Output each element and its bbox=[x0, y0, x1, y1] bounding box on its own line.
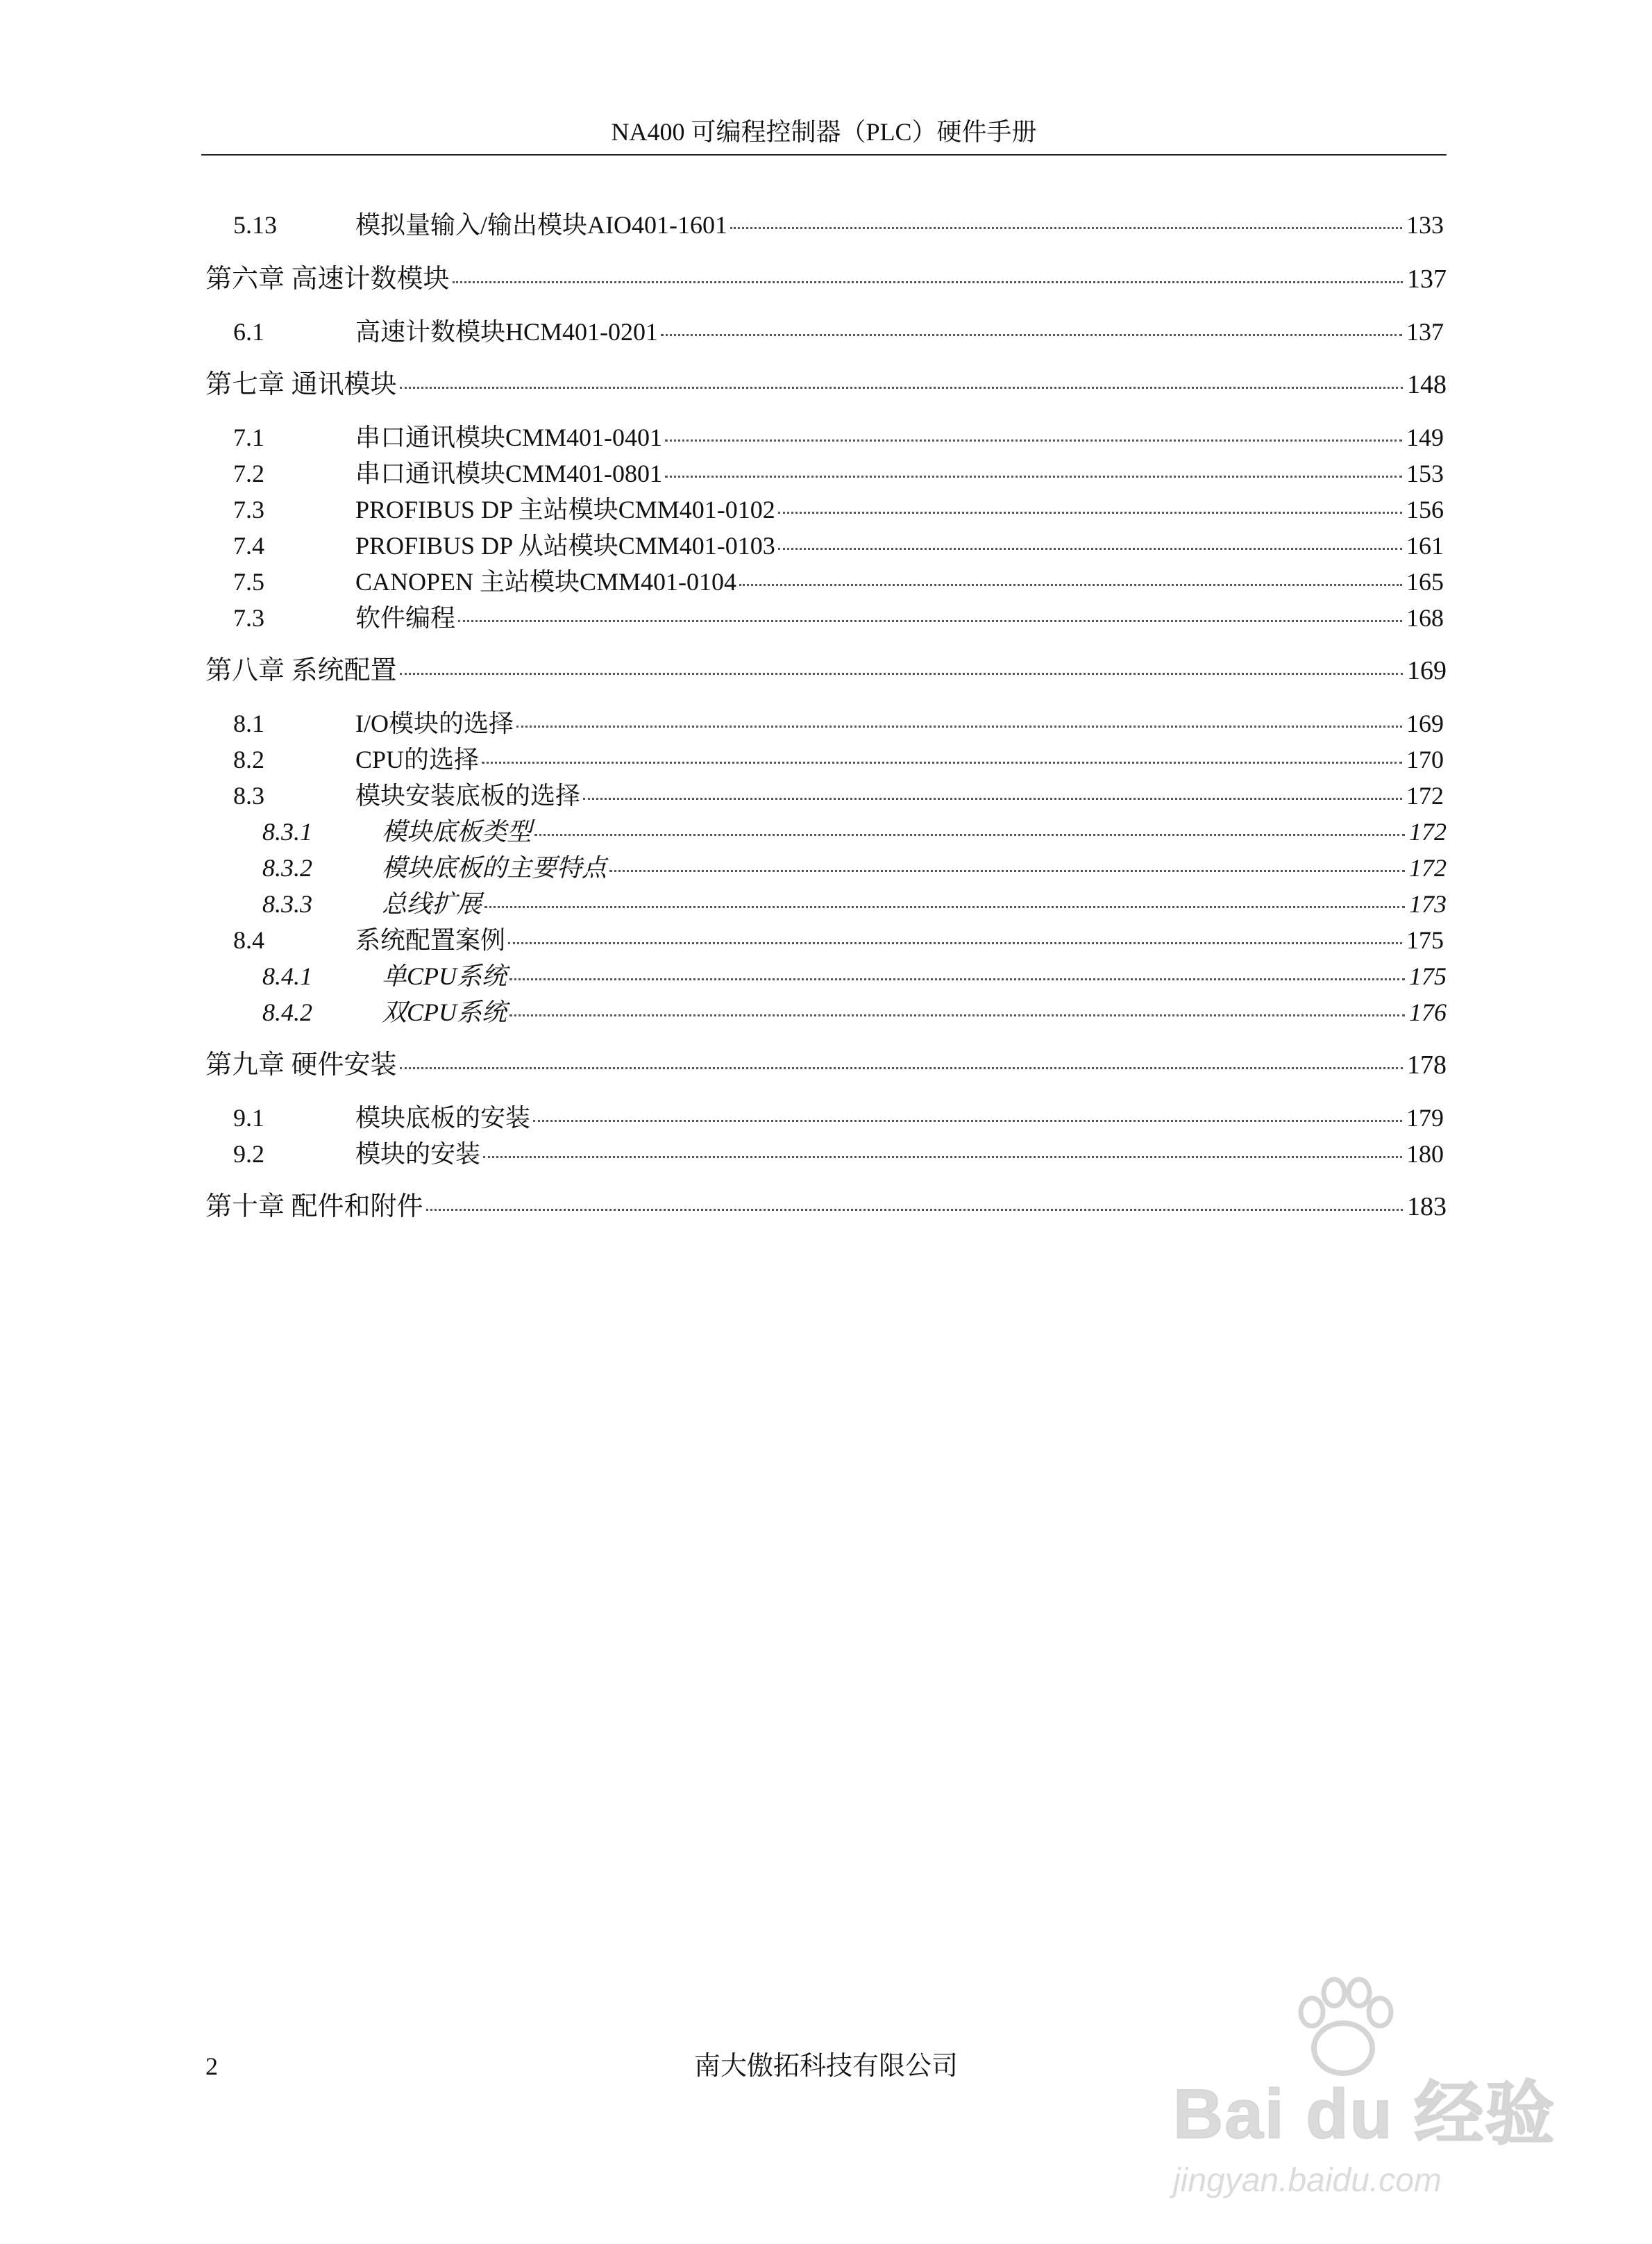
toc-entry-title: 系统配置案例 bbox=[355, 926, 506, 954]
toc-chapter-page: 178 bbox=[1407, 1050, 1447, 1080]
watermark-url: jingyan.baidu.com bbox=[1173, 2162, 1442, 2199]
toc-chapter-page: 169 bbox=[1407, 656, 1447, 685]
toc-chapter[interactable] bbox=[205, 653, 1447, 689]
toc-entry-page: 173 bbox=[1409, 890, 1447, 918]
page-header: NA400 可编程控制器（PLC）硬件手册 bbox=[611, 118, 1037, 146]
toc-entry-page: 165 bbox=[1406, 568, 1444, 596]
toc-entry-page: 172 bbox=[1406, 782, 1444, 810]
toc-leader-dots bbox=[483, 1156, 1402, 1158]
toc-entry-number: 7.3 bbox=[233, 496, 264, 524]
toc-leader-dots bbox=[609, 870, 1405, 872]
toc-entry-page: 172 bbox=[1409, 818, 1447, 846]
toc-leader-dots bbox=[533, 1120, 1402, 1122]
toc-entry-number: 9.1 bbox=[233, 1104, 264, 1132]
toc-entry-title: 模块安装底板的选择 bbox=[355, 782, 581, 810]
toc-leader-dots bbox=[458, 620, 1402, 622]
toc-entry-number: 7.1 bbox=[233, 424, 264, 451]
toc-entry-number: 8.3 bbox=[233, 782, 264, 810]
toc-leader-dots bbox=[509, 1014, 1405, 1016]
toc-entry-number: 8.3.1 bbox=[262, 818, 312, 846]
toc-entry-title: CANOPEN 主站模块CMM401-0104 bbox=[355, 568, 737, 596]
toc-leader-dots bbox=[778, 548, 1402, 550]
toc-entry-title: 高速计数模块HCM401-0201 bbox=[355, 318, 659, 346]
toc-entry-title: 模拟量输入/输出模块AIO401-1601 bbox=[355, 211, 727, 239]
toc-entry-number: 8.3.2 bbox=[262, 854, 312, 882]
toc-chapter[interactable] bbox=[205, 1189, 1447, 1225]
toc-subentry[interactable] bbox=[262, 994, 1447, 1030]
toc-subentry[interactable] bbox=[262, 958, 1447, 994]
toc-entry[interactable] bbox=[233, 600, 1444, 636]
toc-entry[interactable] bbox=[233, 1100, 1444, 1136]
toc-entry-number: 8.4 bbox=[233, 926, 264, 954]
toc-entry[interactable] bbox=[233, 419, 1444, 455]
toc-entry-page: 137 bbox=[1406, 318, 1444, 346]
toc-leader-dots bbox=[509, 978, 1405, 980]
toc-entry[interactable] bbox=[233, 922, 1444, 958]
toc-leader-dots bbox=[665, 439, 1402, 442]
toc-subentry[interactable] bbox=[262, 850, 1447, 886]
toc-leader-dots bbox=[484, 906, 1405, 908]
toc-entry-title: 模块底板的安装 bbox=[355, 1104, 531, 1132]
toc-chapter[interactable] bbox=[205, 1047, 1447, 1083]
toc-chapter-page: 183 bbox=[1407, 1192, 1447, 1221]
toc-entry-page: 133 bbox=[1406, 211, 1444, 239]
toc-entry-page: 168 bbox=[1406, 604, 1444, 632]
toc-entry-number: 8.1 bbox=[233, 710, 264, 737]
toc-entry-page: 153 bbox=[1406, 460, 1444, 487]
toc-entry-page: 149 bbox=[1406, 424, 1444, 451]
toc-entry[interactable] bbox=[233, 1136, 1444, 1172]
toc-entry-number: 8.2 bbox=[233, 746, 264, 773]
footer-page-number: 2 bbox=[205, 2052, 218, 2080]
toc-leader-dots bbox=[778, 512, 1402, 514]
toc-leader-dots bbox=[508, 942, 1402, 944]
toc-entry[interactable] bbox=[233, 564, 1444, 600]
toc-entry-title: 单CPU系统 bbox=[382, 962, 507, 990]
toc-entry-title: 串口通讯模块CMM401-0401 bbox=[355, 424, 663, 451]
toc-chapter-title: 第八章 系统配置 bbox=[205, 656, 397, 685]
toc-entry-page: 179 bbox=[1406, 1104, 1444, 1132]
toc-chapter-title: 第六章 高速计数模块 bbox=[205, 265, 450, 294]
toc-chapter-page: 137 bbox=[1407, 265, 1447, 294]
toc-entry-page: 180 bbox=[1406, 1140, 1444, 1168]
toc-entry[interactable] bbox=[233, 528, 1444, 564]
toc-entry-title: 串口通讯模块CMM401-0801 bbox=[355, 460, 663, 487]
toc-entry-title: 模块底板的主要特点 bbox=[382, 854, 607, 882]
toc-chapter[interactable] bbox=[205, 261, 1447, 297]
toc-leader-dots bbox=[453, 281, 1403, 283]
toc-leader-dots bbox=[426, 1209, 1403, 1211]
toc-leader-dots bbox=[661, 334, 1402, 336]
toc-entry-page: 172 bbox=[1409, 854, 1447, 882]
toc-entry[interactable] bbox=[233, 705, 1444, 742]
toc-entry-title: I/O模块的选择 bbox=[355, 710, 514, 737]
toc-leader-dots bbox=[534, 834, 1405, 836]
toc-leader-dots bbox=[400, 387, 1403, 389]
toc-chapter-title: 第十章 配件和附件 bbox=[205, 1192, 423, 1221]
toc-entry-page: 175 bbox=[1409, 962, 1447, 990]
toc-entry[interactable] bbox=[233, 314, 1444, 350]
toc-chapter-page: 148 bbox=[1407, 370, 1447, 399]
paw-icon bbox=[1284, 1972, 1402, 2083]
baidu-watermark bbox=[1145, 1972, 1562, 2201]
toc-entry[interactable] bbox=[233, 455, 1444, 492]
toc-entry[interactable] bbox=[233, 778, 1444, 814]
toc-entry-title: 双CPU系统 bbox=[382, 998, 507, 1026]
toc-entry-title: 模块底板类型 bbox=[382, 818, 532, 846]
toc-chapter-title: 第九章 硬件安装 bbox=[205, 1050, 397, 1080]
toc-entry-page: 161 bbox=[1406, 532, 1444, 560]
toc-leader-dots bbox=[400, 1067, 1403, 1069]
toc-chapter-title: 第七章 通讯模块 bbox=[205, 370, 397, 399]
toc-entry-title: PROFIBUS DP 从站模块CMM401-0103 bbox=[355, 532, 775, 560]
toc-entry-page: 176 bbox=[1409, 998, 1447, 1026]
toc-leader-dots bbox=[400, 673, 1403, 675]
toc-entry-title: 模块的安装 bbox=[355, 1140, 481, 1168]
toc-subentry[interactable] bbox=[262, 886, 1447, 922]
toc-entry-number: 7.4 bbox=[233, 532, 264, 560]
toc-entry[interactable] bbox=[233, 207, 1444, 243]
toc-entry-number: 8.4.2 bbox=[262, 998, 312, 1026]
toc-chapter[interactable] bbox=[205, 367, 1447, 403]
toc-entry-page: 156 bbox=[1406, 496, 1444, 524]
toc-entry-number: 7.2 bbox=[233, 460, 264, 487]
watermark-brand: Bai du 经验 bbox=[1173, 2075, 1556, 2153]
toc-entry-number: 8.4.1 bbox=[262, 962, 312, 990]
toc-entry-page: 169 bbox=[1406, 710, 1444, 737]
toc-subentry[interactable] bbox=[262, 814, 1447, 850]
toc-leader-dots bbox=[516, 726, 1402, 728]
toc-entry-number: 7.3 bbox=[233, 604, 264, 632]
toc-leader-dots bbox=[665, 476, 1402, 478]
toc-entry-number: 8.3.3 bbox=[262, 890, 312, 918]
toc-leader-dots bbox=[583, 798, 1402, 800]
toc-entry-page: 175 bbox=[1406, 926, 1444, 954]
toc-entry-number: 6.1 bbox=[233, 318, 264, 346]
toc-entry-number: 5.13 bbox=[233, 211, 277, 239]
toc-entry-page: 170 bbox=[1406, 746, 1444, 773]
toc-entry-title: PROFIBUS DP 主站模块CMM401-0102 bbox=[355, 496, 775, 524]
footer-company: 南大傲拓科技有限公司 bbox=[693, 2052, 958, 2081]
toc-leader-dots bbox=[730, 227, 1402, 229]
toc-leader-dots bbox=[739, 584, 1402, 586]
toc-entry-title: 总线扩展 bbox=[382, 890, 482, 918]
toc-entry-title: 软件编程 bbox=[355, 604, 456, 632]
toc-entry[interactable] bbox=[233, 492, 1444, 528]
toc-entry[interactable] bbox=[233, 742, 1444, 778]
toc-entry-number: 7.5 bbox=[233, 568, 264, 596]
toc-entry-title: CPU的选择 bbox=[355, 746, 480, 773]
toc-entry-number: 9.2 bbox=[233, 1140, 264, 1168]
toc-leader-dots bbox=[482, 762, 1402, 764]
